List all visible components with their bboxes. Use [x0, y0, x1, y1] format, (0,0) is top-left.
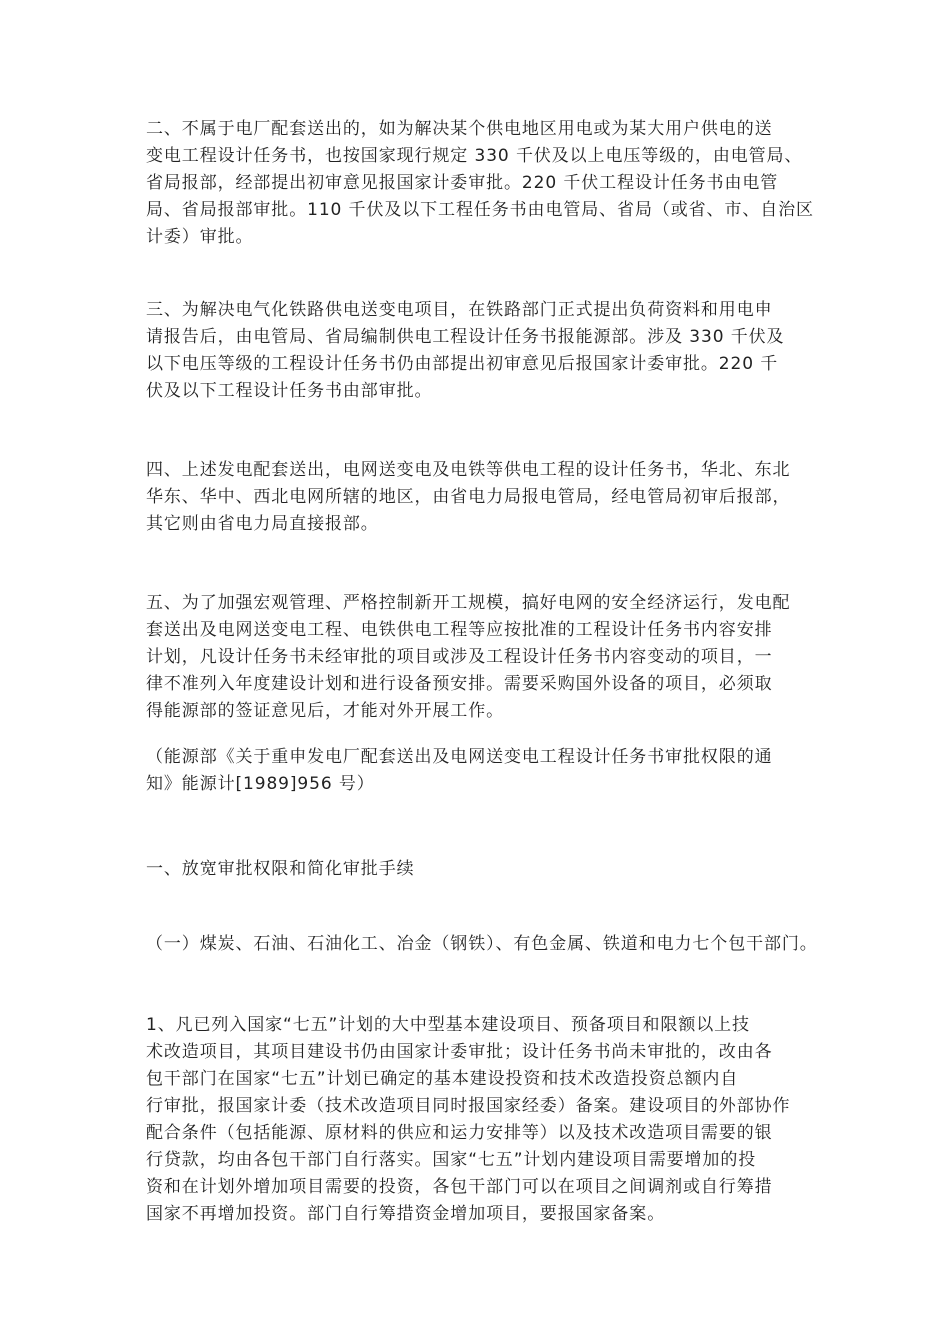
text-line: 计委）审批。 — [146, 227, 254, 247]
text-line: 其它则由省电力局直接报部。 — [146, 514, 379, 534]
text-line: 包干部门在国家“七五”计划已确定的基本建设投资和技术改造投资总额内自 — [146, 1069, 739, 1089]
text-line: 行贷款，均由各包干部门自行落实。国家“七五”计划内建设项目需要增加的投 — [146, 1150, 757, 1170]
text-line: 五、为了加强宏观管理、严格控制新开工规模，搞好电网的安全经济运行，发电配 — [146, 593, 791, 613]
text-line: 三、为解决电气化铁路供电送变电项目，在铁路部门正式提出负荷资料和用电申 — [146, 300, 773, 320]
paragraph-section-two — [146, 116, 866, 251]
paragraph-section-three — [146, 297, 866, 405]
text-line: （能源部《关于重申发电厂配套送出及电网送变电工程设计任务书审批权限的通 — [146, 747, 773, 767]
heading-line: （一）煤炭、石油、石油化工、冶金（钢铁）、有色金属、铁道和电力七个包干部门。 — [146, 934, 818, 954]
text-line: 国家不再增加投资。部门自行筹措资金增加项目，要报国家备案。 — [146, 1204, 666, 1224]
text-line: 资和在计划外增加项目需要的投资，各包干部门可以在项目之间调剂或自行筹措 — [146, 1177, 773, 1197]
text-line: 省局报部，经部提出初审意见报国家计委审批。220 千伏工程设计任务书由电管 — [146, 173, 779, 193]
subsection-heading — [146, 931, 866, 958]
text-line: 伏及以下工程设计任务书由部审批。 — [146, 381, 433, 401]
text-line: 局、省局报部审批。110 千伏及以下工程任务书由电管局、省局（或省、市、自治区 — [146, 200, 814, 220]
text-line: 知》能源计[1989]956 号） — [146, 774, 375, 794]
text-line: 1、凡已列入国家“七五”计划的大中型基本建设项目、预备项目和限额以上技 — [146, 1015, 750, 1035]
paragraph-section-five — [146, 590, 866, 725]
text-line: 律不准列入年度建设计划和进行设备预安排。需要采购国外设备的项目，必须取 — [146, 674, 773, 694]
text-line: 以下电压等级的工程设计任务书仍由部提出初审意见后报国家计委审批。220 千 — [146, 354, 779, 374]
text-line: 得能源部的签证意见后，才能对外开展工作。 — [146, 701, 504, 721]
text-line: 术改造项目，其项目建设书仍由国家计委审批；设计任务书尚未审批的，改由各 — [146, 1042, 773, 1062]
text-line: 行审批，报国家计委（技术改造项目同时报国家经委）备案。建设项目的外部协作 — [146, 1096, 791, 1116]
text-line: 计划，凡设计任务书未经审批的项目或涉及工程设计任务书内容变动的项目，一 — [146, 647, 773, 667]
text-line: 华东、华中、西北电网所辖的地区，由省电力局报电管局，经电管局初审后报部， — [146, 487, 791, 507]
paragraph-section-four — [146, 457, 866, 538]
text-line: 四、上述发电配套送出，电网送变电及电铁等供电工程的设计任务书，华北、东北 — [146, 460, 791, 480]
paragraph-item-one — [146, 1012, 866, 1228]
text-line: 二、不属于电厂配套送出的，如为解决某个供电地区用电或为某大用户供电的送 — [146, 119, 773, 139]
section-heading — [146, 856, 866, 883]
text-line: 请报告后，由电管局、省局编制供电工程设计任务书报能源部。涉及 330 千伏及 — [146, 327, 785, 347]
heading-line: 一、放宽审批权限和简化审批手续 — [146, 859, 415, 879]
text-line: 套送出及电网送变电工程、电铁供电工程等应按批准的工程设计任务书内容安排 — [146, 620, 773, 640]
text-line: 变电工程设计任务书，也按国家现行规定 330 千伏及以上电压等级的，由电管局、 — [146, 146, 803, 166]
source-citation — [146, 744, 866, 798]
text-line: 配合条件（包括能源、原材料的供应和运力安排等）以及技术改造项目需要的银 — [146, 1123, 773, 1143]
